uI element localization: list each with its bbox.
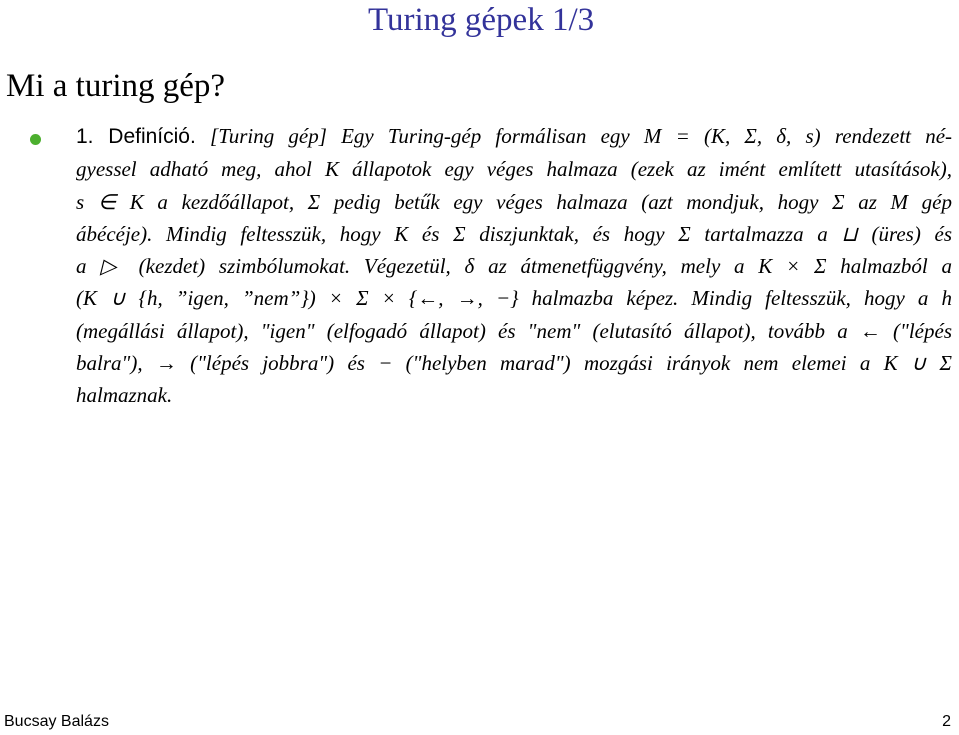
definition-line-7: (megállási állapot), "igen" (elfogadó állapot) és "nem" (elutasító állapot), tovább a ← ("lépés [76,318,952,343]
bullet-dot [30,134,41,145]
definition-line-6: (K ∪ {h, ”igen, ”nem”}) × Σ × {←, →, −} halmazba képez. Mindig feltesszük, hogy a h [76,286,952,311]
definition-line-9: halmaznak. [76,383,173,408]
definition-label: 1. Definíció. [76,125,196,148]
definition-block [76,120,952,412]
frame-title: Turing gépek 1/3 [368,2,595,38]
definition-line-1-text: [Turing gép] Egy Turing-gép formálisan egy M = (K, Σ, δ, s) rendezett né- [210,124,953,148]
definition-line-3: s ∈ K a kezdőállapot, Σ pedig betűk egy véges halmaza (azt mondjuk, hogy Σ az M gép [76,189,952,214]
footer-author: Bucsay Balázs [4,713,109,730]
definition-line-5: a ▷ (kezdet) szimbólumokat. Végezetül, δ az átmenetfüggvény, mely a K × Σ halmazból a [76,254,952,279]
footer-page-number: 2 [942,713,951,730]
definition-line-2: gyessel adható meg, ahol K állapotok egy véges halmaza (ezek az imént említett utasítások), [76,157,952,182]
slide-subtitle: Mi a turing gép? [6,68,226,104]
definition-line-8: balra"), → ("lépés jobbra") és − ("helyben marad") mozgási irányok nem elemei a K ∪ Σ [76,351,952,376]
definition-line-4: ábécéje). Mindig feltesszük, hogy K és Σ diszjunktak, és hogy Σ tartalmazza a ⊔ (üres) és [76,221,952,246]
definition-line-1 [76,120,952,153]
